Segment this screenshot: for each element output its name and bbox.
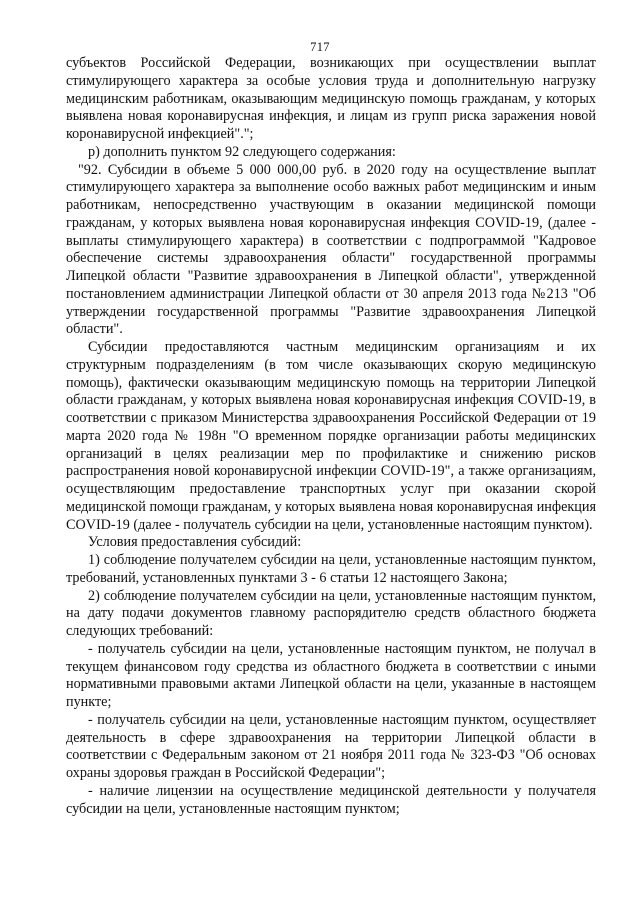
paragraph-conditions-heading: Условия предоставления субсидий: <box>88 534 302 551</box>
page-number: 717 <box>310 40 330 54</box>
paragraph-requirement-1: - получатель субсидии на цели, установленные настоящим пунктом, не получал в текущем финансовом году средства из областного бюджета в соответствии с иными нормативными правовыми актами Липецкой области на цели, указанные в настоящем пункте; <box>66 640 596 710</box>
paragraph-continuation: субъектов Российской Федерации, возникающих при осуществлении выплат стимулирующего характера за особые условия труда и дополнительную нагрузку медицинским работникам, оказывающим медицинскую помощь гражданам, у которых выявлена новая коронавирусная инфекция, и лицам из групп риска заражения новой коронавирусной инфекцией"."; <box>66 55 596 142</box>
paragraph-condition-2: 2) соблюдение получателем субсидии на цели, установленные настоящим пунктом, на дату подачи документов главному распорядителю средств областного бюджета следующих требований: <box>66 587 596 639</box>
paragraph-condition-1: 1) соблюдение получателем субсидии на цели, установленные настоящим пунктом, требований, установленных пунктами 3 - 6 статьи 12 настоящего Закона; <box>66 552 596 586</box>
paragraph-point-92: "92. Субсидии в объеме 5 000 000,00 руб. в 2020 году на осуществление выплат стимулирующего характера за выполнение особо важных работ медицинским и иным работникам, непосредственно участвующим в оказании медицинской помощи гражданам, у которых выявлена новая коронавирусная инфекция COVID-19, (далее - выплаты стимулирующего характера) в соответствии с подпрограммой "Кадровое обеспечение системы здравоохранения области" государственной программы Липецкой области "Развитие здравоохранения в Липецкой области", утвержденной постановлением администрации Липецкой области от 30 апреля 2013 года №213 "Об утверждении государственной программы "Развитие здравоохранения Липецкой области". <box>66 161 596 338</box>
paragraph-recipients: Субсидии предоставляются частным медицинским организациям и их структурным подразделениям (в том числе оказывающих скорую медицинскую помощь), фактически оказывающим медицинскую помощь на территории Липецкой области гражданам, у которых выявлена новая коронавирусная инфекция COVID-19, в соответствии с приказом Министерства здравоохранения Российской Федерации от 19 марта 2020 года № 198н "О временном порядке организации работы медицинских организаций в целях реализации мер по профилактике и снижению рисков распространения новой коронавирусной инфекции COVID-19", а также организациям, осуществляющим предоставление транспортных услуг при оказании скорой медицинской помощи гражданам, у которых выявлена новая коронавирусная инфекция COVID-19 (далее - получатель субсидии на цели, установленные настоящим пунктом). <box>66 339 596 533</box>
document-body <box>66 55 596 818</box>
paragraph-requirement-3: - наличие лицензии на осуществление медицинской деятельности у получателя субсидии на цели, установленные настоящим пунктом; <box>66 782 596 817</box>
paragraph-requirement-2: - получатель субсидии на цели, установленные настоящим пунктом, осуществляет деятельность в сфере здравоохранения на территории Липецкой области в соответствии с Федеральным законом от 21 ноября 2011 года № 323-ФЗ "Об основах охраны здоровья граждан в Российской Федерации"; <box>66 711 596 781</box>
paragraph-amendment-r: р) дополнить пунктом 92 следующего содержания: <box>88 143 396 160</box>
